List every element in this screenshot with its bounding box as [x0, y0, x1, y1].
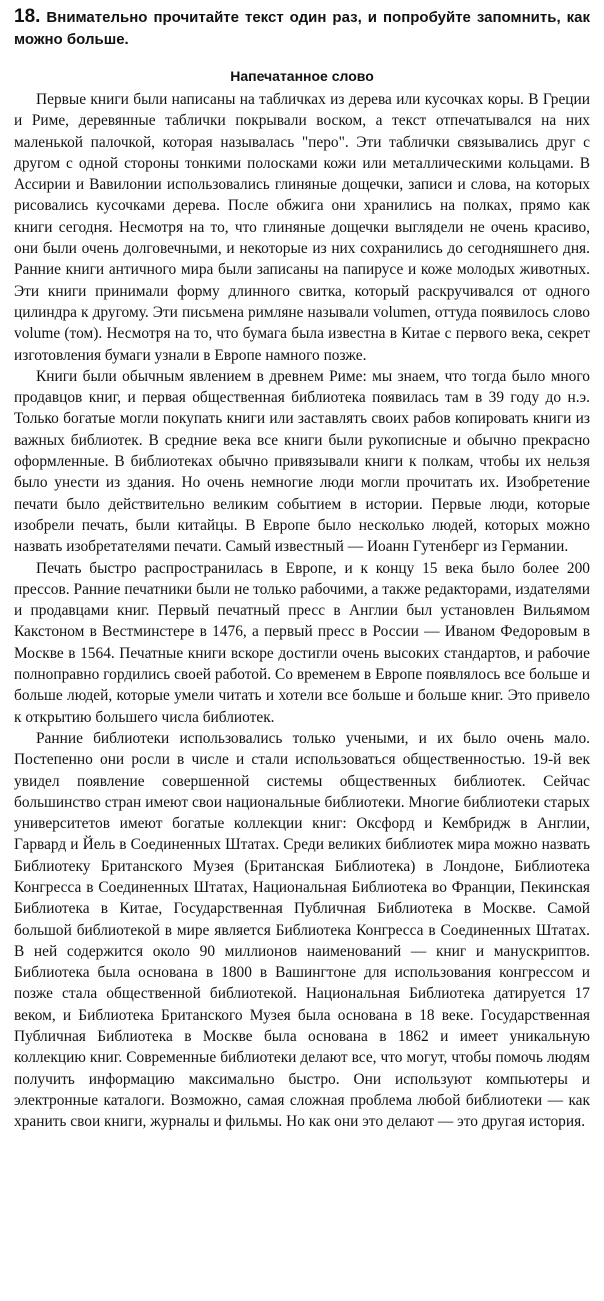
article-title: Напечатанное слово — [230, 68, 374, 84]
task-instruction — [14, 6, 590, 51]
paragraph-1: Первые книги были написаны на табличках из дерева или кусочках коры. В Греции и Риме, деревянные таблички покрывали воском, а текст отпечатывался на них маленькой палочкой, которая называлась "перо". Эти таблички связывались друг с другом с одной стороны тонкими полосками кожи или металлическими кольцами. В Ассирии и Вавилонии использовались глиняные дощечки, записи и слова, на которых рисовались кусочками дерева. После обжига они хранились на полках, прямо как книги сегодня. Несмотря на то, что глиняные дощечки выглядели не очень красиво, они были очень долговечными, и некоторые из них сохранились до сегодняшнего дня. Ранние книги античного мира были записаны на папирусе и коже молодых животных. Эти книги принимали форму длинного свитка, который раскручивался от одного цилиндра к другому. Эти письмена римляне называли volumen, оттуда появилось слово volume (том). Несмотря на то, что бумага была известна в Китае с первого века, секрет изготовления бумаги узнали в Европе намного позже. — [14, 91, 590, 364]
task-text: Внимательно прочитайте текст один раз, и попробуйте запомнить, как можно больше. — [14, 9, 590, 48]
paragraph-2: Книги были обычным явлением в древнем Риме: мы знаем, что тогда было много продавцов книг, и первая общественная библиотека появилась там в 39 году до н.э. Только богатые могли покупать книги или заставлять своих рабов копировать книги из важных библиотек. В средние века все книги были рукописные и обычно прекрасно оформленные. В библиотеках обычно привязывали книги к полкам, чтобы их нельзя было унести из здания. Но очень немногие люди могли прочитать их. Изобретение печати было действительно великим событием в истории. Первые люди, которые изобрели печать, были китайцы. В Европе было несколько людей, которых можно назвать изобретателями печати. Самый известный — Иоанн Гутенберг из Германии. — [14, 367, 590, 556]
paragraph-3: Печать быстро распространилась в Европе, и к концу 15 века было более 200 прессов. Ранние печатники были не только рабочими, а также редакторами, издателями и продавцами книг. Первый печатный пресс в Англии был установлен Вильямом Какстоном в Вестминстере в 1476, а первый пресс в России — Иваном Федоровым в Москве в 1564. Печатные книги вскоре достигли очень высоких стандартов, и рабочие полноправно гордились своей работой. Со временем в Европе появлялось все больше и больше людей, которые умели читать и хотели все больше и больше книг. Это привело к открытию большего числа библиотек. — [14, 559, 590, 726]
paragraph-4: Ранние библиотеки использовались только учеными, и их было очень мало. Постепенно они росли в числе и стали использоваться общественностью. 19-й век увидел появление совершенной системы общественных библиотек. Сейчас большинство стран имеют свои национальные библиотеки. Многие библиотеки старых университетов имеют богатые коллекции книг: Оксфорд и Кембридж в Англии, Гарвард и Йель в Соединенных Штатах. Среди великих библиотек мира можно назвать Библиотеку Британского Музея (Британская Библиотека) в Лондоне, Библиотека Конгресса в Соединенных Штатах, Национальная Библиотека во Франции, Пекинская Библиотека в Китае, Государственная Публичная Библиотека в Москве. Самой большой библиотекой в мире является Библиотека Конгресса в Соединенных Штатах. В ней содержится около 90 миллионов наименований — книг и манускриптов. Библиотека была основана в 1800 в Вашингтоне для использования конгрессом и позже стала общественной библиотекой. Национальная Библиотека датируется 17 веком, и Библиотека Британского Музея была основана в 18 веке. Государственная Публичная Библиотека в Москве была основана в 1862 и имеет уникальную коллекцию книг. Современные библиотеки делают все, что могут, чтобы помочь людям получить информацию максимально быстро. Они используют компьютеры и электронные каталоги. Возможно, самая сложная проблема любой библиотеки — как хранить свои книги, журналы и фильмы. Но как они это делают — это другая история. — [14, 729, 590, 1131]
task-number: 18. — [14, 6, 41, 27]
